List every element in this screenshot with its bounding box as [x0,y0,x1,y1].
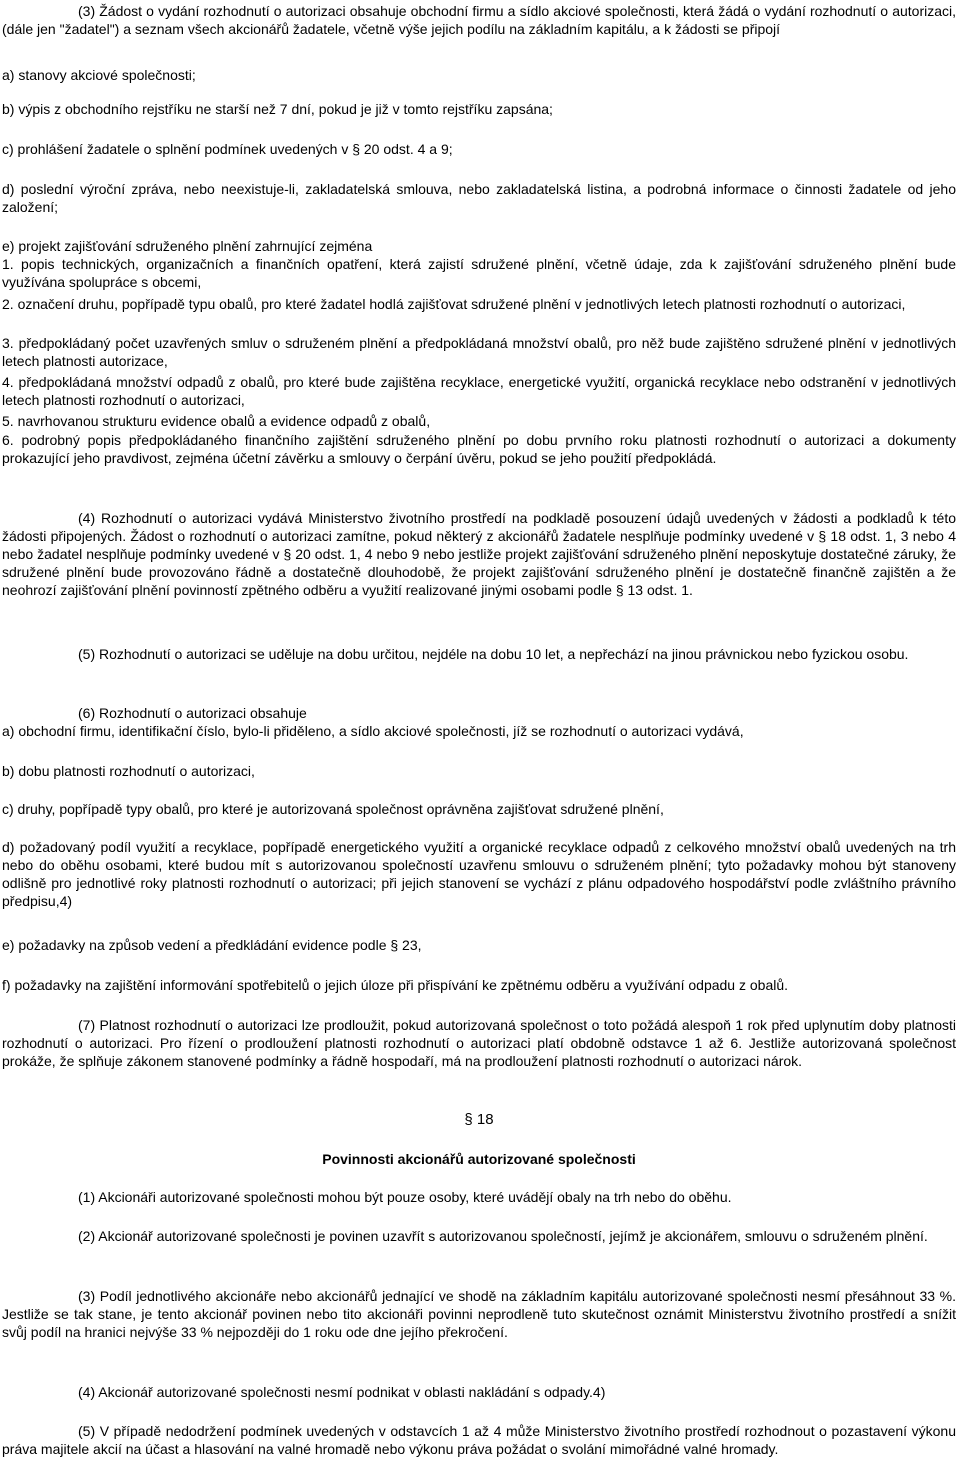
paragraph-5: (5) Rozhodnutí o autorizaci se uděluje na dobu určitou, nejdéle na dobu 10 let, a nepřechází na jinou právnickou nebo fyzickou osobu. [78,646,909,662]
item-3e-2: 2. označení druhu, popřípadě typu obalů, pro které žadatel hodlá zajišťovat sdružené plnění v jednotlivých letech platnosti rozhodnutí o autorizaci, [2,296,906,312]
item-3c: c) prohlášení žadatele o splnění podmínek uvedených v § 20 odst. 4 a 9; [2,141,453,157]
section-title: Povinnosti akcionářů autorizované společnosti [322,1151,636,1167]
section-paragraph-4: (4) Akcionář autorizované společnosti nesmí podnikat v oblasti nakládání s odpady.4) [78,1384,606,1400]
item-6b: b) dobu platnosti rozhodnutí o autorizaci, [2,763,255,779]
paragraph-4: (4) Rozhodnutí o autorizaci vydává Ministerstvo životního prostředí na podkladě posouzení údajů uvedených v žádosti a podkladů k této žádosti připojených. Žádost o rozhodnutí o autorizaci zamítne, pokud některý z akcionářů žadatele nesplňuje podmínky uvedené v § 18 odst. 1, 3 nebo 4 nebo žadatel nesplňuje podmínky uvedené v § 20 odst. 1, 4 nebo 9 nebo jestliže projekt zajišťování sdruženého plnění neposkytuje dostatečné záruky, že sdružené plnění bude provozováno řádně a dostatečně dlouhodobě, že projekt zajišťování sdruženého plnění je dostatečně finančně zajištěn a že neohrozí zajišťování plnění povinností zpětného odběru a využití realizované jinými osobami podle § 13 odst. 1. [2,510,956,598]
item-3e: e) projekt zajišťování sdruženého plnění zahrnující zejména [2,238,373,254]
paragraph-3: (3) Žádost o vydání rozhodnutí o autorizaci obsahuje obchodní firmu a sídlo akciové společnosti, která žádá o vydání rozhodnutí o autorizaci, (dále jen "žadatel") a seznam všech akcionářů žadatele, včetně výše jejich podílu na základním kapitálu, a k žádosti se připojí [2,3,956,37]
item-3e-4: 4. předpokládaná množství odpadů z obalů, pro které bude zajištěna recyklace, energetické využití, organická recyklace nebo odstranění v jednotlivých letech platnosti rozhodnutí o autorizaci, [2,374,956,408]
item-6d: d) požadovaný podíl využití a recyklace, popřípadě energetického využití a organické recyklace odpadů z celkového množství obalů uvedených na trh nebo do oběhu osobami, které budou mít s autorizovanou společností uzavřenu smlouvu o sdruženém plnění; tyto požadavky mohou být stanoveny odlišně pro jednotlivé roky platnosti rozhodnutí o autorizaci; při jejich stanovení se vychází z plánu odpadového hospodářství podle zvláštního právního předpisu,4) [2,839,956,909]
item-3e-1: 1. popis technických, organizačních a finančních opatření, která zajistí sdružené plnění, včetně údaje, zda k zajišťování sdruženého plnění bude využívána spolupráce s obcemi, [2,256,956,290]
item-6c: c) druhy, popřípadě typy obalů, pro které je autorizovaná společnost oprávněna zajišťovat sdružené plnění, [2,801,664,817]
item-3a: a) stanovy akciové společnosti; [2,67,196,83]
item-3e-6: 6. podrobný popis předpokládaného finančního zajištění sdruženého plnění po dobu prvního roku platnosti rozhodnutí o autorizaci a dokumenty prokazující jeho pravdivost, zejména účetní závěrku a smlouvy o čerpání úvěru, pokud se jeho použití předpokládá. [2,432,956,466]
item-6f: f) požadavky na zajištění informování spotřebitelů o jejich úloze při přispívání ke zpětnému odběru a využívání odpadu z obalů. [2,977,789,993]
paragraph-6: (6) Rozhodnutí o autorizaci obsahuje [78,705,307,721]
item-3e-5: 5. navrhovanou strukturu evidence obalů a evidence odpadů z obalů, [2,413,431,429]
item-3b: b) výpis z obchodního rejstříku ne starší než 7 dní, pokud je již v tomto rejstříku zapsána; [2,101,553,117]
section-paragraph-2: (2) Akcionář autorizované společnosti je povinen uzavřít s autorizovanou společností, jejímž je akcionářem, smlouvu o sdruženém plnění. [78,1228,928,1244]
item-3e-3: 3. předpokládaný počet uzavřených smluv o sdruženém plnění a předpokládaná množství obalů, pro něž bude zajištěno sdružené plnění v jednotlivých letech platnosti autorizace, [2,335,956,369]
section-paragraph-3: (3) Podíl jednotlivého akcionáře nebo akcionářů jednající ve shodě na základním kapitálu autorizované společnosti nesmí přesáhnout 33 %. Jestliže se tak stane, je tento akcionář povinen nebo tito akcionáři povinni neprodleně tuto skutečnost oznámit Ministerstvu životního prostředí a snížit svůj podíl na hranici nejvýše 33 % nejpozději do 1 roku ode dne jejího překročení. [2,1288,956,1340]
section-paragraph-1: (1) Akcionáři autorizované společnosti mohou být pouze osoby, které uvádějí obaly na trh nebo do oběhu. [78,1189,732,1205]
section-number: § 18 [464,1111,494,1128]
item-6e: e) požadavky na způsob vedení a předkládání evidence podle § 23, [2,937,422,953]
item-3d: d) poslední výroční zpráva, nebo neexistuje-li, zakladatelská smlouva, nebo zakladatelská listina, a podrobná informace o činnosti žadatele od jeho založení; [2,181,956,215]
item-6a: a) obchodní firmu, identifikační číslo, bylo-li přiděleno, a sídlo akciové společnosti, jíž se rozhodnutí o autorizaci vydává, [2,723,744,739]
section-paragraph-5: (5) V případě nedodržení podmínek uvedených v odstavcích 1 až 4 může Ministerstvo životního prostředí rozhodnout o pozastavení výkonu práva majitele akcií na účast a hlasování na valné hromadě nebo výkonu práva požádat o svolání mimořádné valné hromady. [2,1423,956,1457]
paragraph-7: (7) Platnost rozhodnutí o autorizaci lze prodloužit, pokud autorizovaná společnost o toto požádá alespoň 1 rok před uplynutím doby platnosti rozhodnutí o autorizaci. Pro řízení o prodloužení platnosti rozhodnutí o autorizaci platí obdobně odstavce 1 až 6. Jestliže autorizovaná společnost prokáže, že splňuje zákonem stanovené podmínky a řádně hospodaří, má na prodloužení platnosti rozhodnutí o autorizaci nárok. [2,1017,956,1069]
